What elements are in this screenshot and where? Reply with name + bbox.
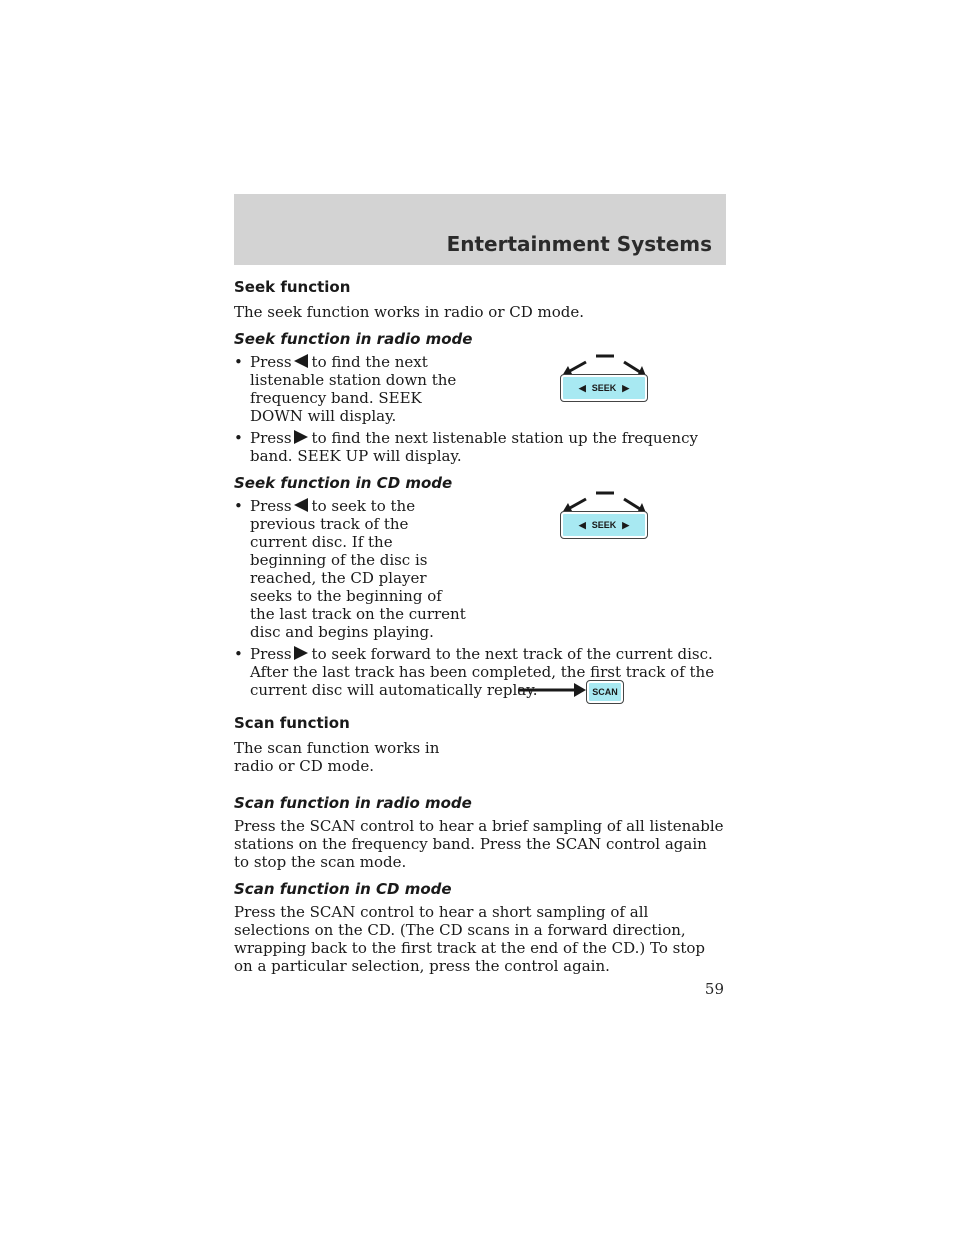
scan-button-label: SCAN xyxy=(592,687,618,697)
press-label: Press xyxy=(250,429,292,447)
page-content xyxy=(234,277,726,975)
seek-down-triangle-icon xyxy=(292,497,312,515)
seek-button-label: SEEK xyxy=(591,383,617,393)
scan-radio-text: Press the SCAN control to hear a brief sampling of all listenable stations on the frequency band. Press the SCAN control again to stop the scan mode. xyxy=(234,817,724,871)
scan-intro: The scan function works in radio or CD mode. xyxy=(234,739,440,775)
bullet-dot: • xyxy=(234,429,243,447)
seek-radio-bullet-up xyxy=(234,429,726,465)
bullet-dot: • xyxy=(234,353,243,371)
press-label: Press xyxy=(250,645,292,663)
scan-radio-heading: Scan function in radio mode xyxy=(234,794,472,812)
scan-cd-text: Press the SCAN control to hear a short sampling of all selections on the CD. (The CD scans in a forward direction, wrapping back to the first track at the end of the CD.) To stop on a particular selection, press the control again. xyxy=(234,903,706,975)
seek-left-icon: ◀ xyxy=(578,519,586,530)
seek-radio-heading: Seek function in radio mode xyxy=(234,330,473,348)
page-number: 59 xyxy=(704,980,724,998)
bullet-dot: • xyxy=(234,497,243,515)
seek-right-icon: ▶ xyxy=(622,519,630,530)
header-band xyxy=(234,194,726,265)
seek-radio-bullet-up-text: to find the next listenable station up the frequency band. SEEK UP will display. xyxy=(250,429,698,465)
seek-button-label: SEEK xyxy=(591,520,617,530)
section-title: Entertainment Systems xyxy=(446,232,712,256)
seek-down-triangle-icon xyxy=(292,353,312,371)
seek-cd-bullet-previous xyxy=(234,497,470,641)
seek-cd-bullet-previous-text: to seek to the previous track of the current disc. If the beginning of the disc is reached, the CD player seeks to the beginning of the last track on the current disc and begins playing. xyxy=(250,497,466,641)
scan-heading: Scan function xyxy=(234,714,350,732)
seek-radio-bullet-down-text: to find the next listenable station down the frequency band. SEEK DOWN will display. xyxy=(250,353,457,425)
seek-right-icon: ▶ xyxy=(622,382,630,393)
press-label: Press xyxy=(250,497,292,515)
seek-up-triangle-icon xyxy=(292,429,312,447)
scan-cd-heading: Scan function in CD mode xyxy=(234,880,452,898)
seek-left-icon: ◀ xyxy=(578,382,586,393)
press-label: Press xyxy=(250,353,292,371)
seek-cd-bullet-next xyxy=(234,645,726,699)
seek-cd-bullet-next-text: to seek forward to the next track of the current disc. After the last track has been completed, the first track of the current disc will automatically replay. xyxy=(250,645,715,699)
seek-radio-bullet-down xyxy=(234,353,460,425)
bullet-dot: • xyxy=(234,645,243,663)
seek-intro: The seek function works in radio or CD mode. xyxy=(234,303,585,321)
seek-heading: Seek function xyxy=(234,278,351,296)
seek-up-triangle-icon xyxy=(292,645,312,663)
seek-cd-heading: Seek function in CD mode xyxy=(234,474,453,492)
